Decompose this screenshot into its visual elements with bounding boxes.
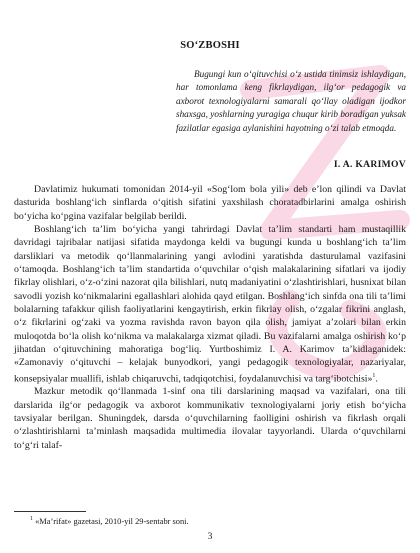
paragraph: Boshlang‘ich ta’lim bo‘yicha yangi tahrirdagi Davlat ta’lim standarti ham mustaqillik davridagi tajribalar natijasi sifatida maydonga keldi va bugungi kunda u boshlang‘ich ta’lim darsliklari va metodik qo‘llanmalarining yangi avlodini yaratishda dasturulamal vazifasini o‘tamoqda. Boshlang‘ich ta’lim standartida o‘quvchilar o‘qish malakalarining sifatlari va ijodiy fikrlay olishlari, o‘z-o‘zini nazorat qila bilishlari, nutq madaniyatini o‘zlashtirishlari, husnixat bilan savodli yozish ko‘nikmalarini egallashlari alohida qayd etilgan. Boshlang‘ich sinfda ona tili ta’limi bolalarning tafakkur qilish faoliyatlarini kengaytirish, erkin fikrlay olish, o‘zgalar fikrini anglash, o‘z fikrlarini og‘zaki va yozma ravishda ravon bayon qila olish, jamiyat a’zolari bilan erkin muloqotda bo‘la olish ko‘nikma va malakalarga xizmat qiladi. Bu vazifalarni amalga oshirish ko‘p jihatdan o‘qituvchining mahoratiga bog‘liq. Yurtboshimiz I. A. Karimov ta’kidlaganidek: «Zamonaviy o‘qituvchi – kelajak bunyodkori, yangi pedagogik texnologiyalar, nazariyalar, konsepsiyalar muallifi, ishlab chiqaruvchi, tadqiqotchisi, foydalanuvchisi va targ‘ibotchisi»$^1$. xyxy=(14,224,406,385)
footnote-divider xyxy=(14,511,86,512)
epigraph-author: I. A. KARIMOV xyxy=(333,159,406,170)
body-text xyxy=(14,183,406,452)
epigraph-quote: Bugungi kun o‘qituvchisi o‘z ustida tinimsiz ishlaydigan, har tomonlama keng fikrlaydigan, ilg‘or pedagogik va axborot texnologiyalarni samarali qo‘llay oladigan ijodkor shaxsga, yoshlarning yuragiga chuqur kirib boradigan yuksak fazilatlar egasiga aylanishini hayotning o‘zi talab etmoqda. xyxy=(176,69,406,133)
footnote-text: «Ma’rifat» gazetasi, 2010-yil 29-sentabr soni. xyxy=(35,516,189,526)
paragraph: Mazkur metodik qo‘llanmada 1-sinf ona tili darslarining maqsad va vazifalari, ona tili darslarida ilg‘or pedagogik va axborot kommunikativ texnologiyalarni joriy etish bo‘yicha tavsiyalar berilgan. Shuningdek, darsda o‘quvchilarning faolligini oshirish va fikrlash orqali o‘zlashtirishlarni ta’minlash maqsadida multimedia ilovalar tayyorlandi. Ularda o‘quvchilarni to‘g‘ri talaf- xyxy=(14,386,406,451)
page-title: SO‘ZBOSHI xyxy=(180,40,240,51)
footnote-number: 1 xyxy=(30,516,33,522)
paragraph-text: Boshlang‘ich ta’lim bo‘yicha yangi tahrirdagi Davlat ta’lim standarti ham mustaqillik davridagi tajribalar natijasi sifatida maydonga keldi va bugungi kunda u boshlang‘ich ta’lim darsliklari va metodik qo‘llanmalarining yangi avlodini yaratishda dasturulamal vazifasini o‘tamoqda. Boshlang‘ich ta’lim standartida o‘quvchilar o‘qish malakalarining sifatlari va ijodiy fikrlay olishlari, o‘z-o‘zini nazorat qila bilishlari, nutq madaniyatini o‘zlashtirishlari, husnixat bilan savodli yozish ko‘nikmalarini egallashlari alohida qayd etilgan. Boshlang‘ich sinfda ona tili ta’limi bolalarning tafakkur qilish faoliyatlarini kengaytirish, erkin fikrlay olish, o‘zgalar fikrini anglash, o‘z fikrlarini og‘zaki va yozma ravishda ravon bayon qila olish, jamiyat a’zolari bilan erkin muloqotda bo‘la olish ko‘nikma va malakalarga xizmat qiladi. Bu vazifalarni amalga oshirish ko‘p jihatdan o‘qituvchining mahoratiga bog‘liq. Yurtboshimiz I. A. Karimov ta’kidlaganidek: «Zamonaviy o‘qituvchi – kelajak bunyodkori, yangi pedagogik texnologiyalar, nazariyalar, konsepsiyalar muallifi, ishlab chiqaruvchi, tadqiqotchisi, foydalanuvchisi va targ‘ibotchisi» xyxy=(14,224,406,385)
paragraph: Davlatimiz hukumati tomonidan 2014-yil «Sog‘lom bola yili» deb e’lon qilindi va Davlat dasturida boshlang‘ich sinflarda o‘qitish sifatini yaxshilash choratadbirlarini amalga oshirish bo‘yicha ko‘pgina vazifalar belgilab berildi. xyxy=(14,184,406,222)
page-number: 3 xyxy=(207,531,213,542)
footnote-marker: 1 xyxy=(372,372,376,379)
footnote xyxy=(30,516,189,526)
